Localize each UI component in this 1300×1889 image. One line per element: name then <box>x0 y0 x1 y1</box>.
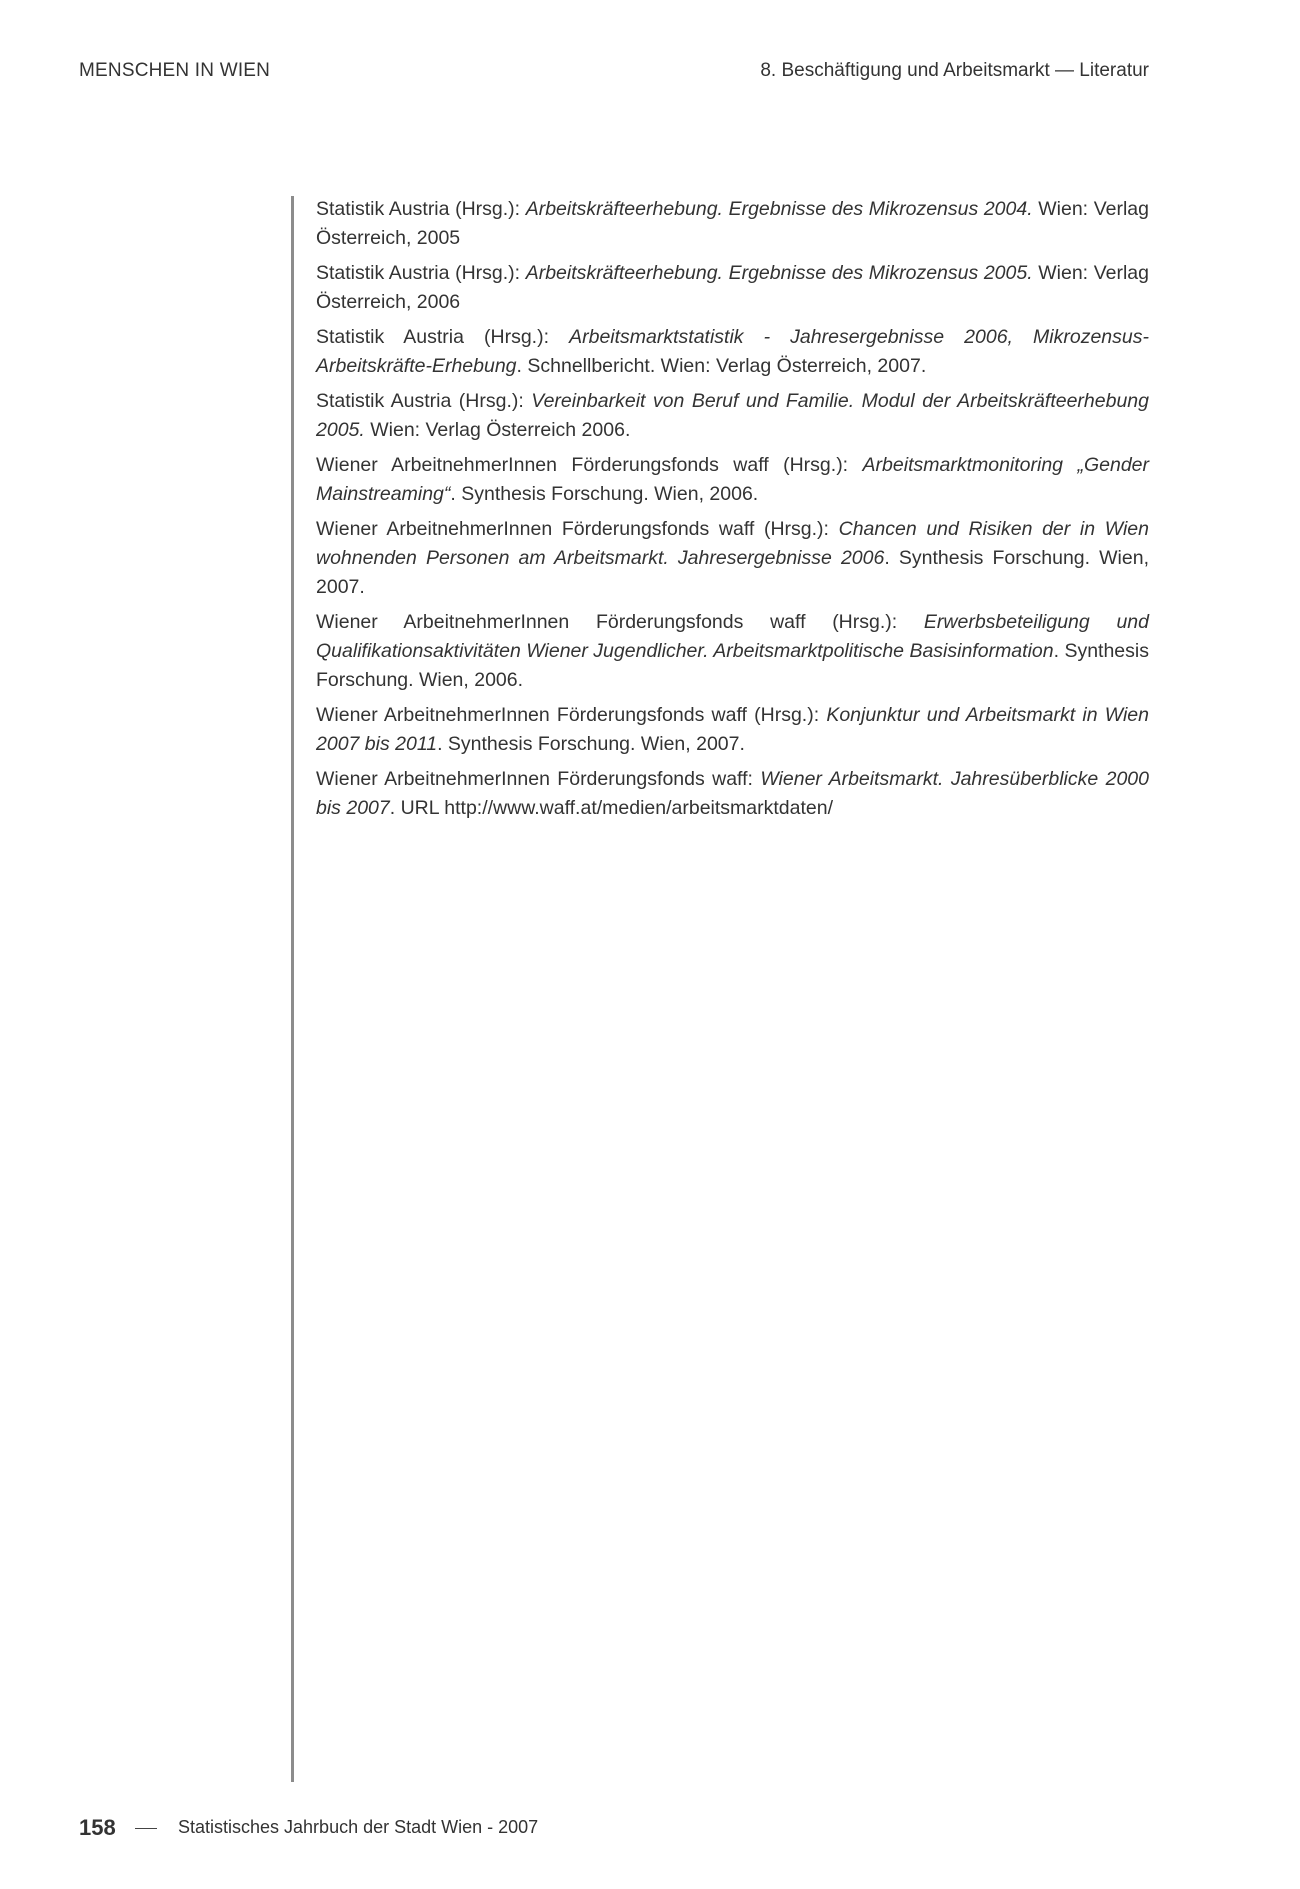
reference-authors: Statistik Austria (Hrsg.): <box>316 326 570 348</box>
reference-publisher: . URL http://www.waff.at/medien/arbeitsmarktdaten/ <box>389 797 834 819</box>
reference-title: Arbeitskräfteerhebung. Ergebnisse des Mikrozensus 2004. <box>525 198 1033 220</box>
reference-item <box>316 608 1149 695</box>
reference-item <box>316 765 1149 823</box>
reference-title: Arbeitskräfteerhebung. Ergebnisse des Mikrozensus 2005. <box>525 262 1033 284</box>
reference-item <box>316 323 1149 381</box>
reference-title: Wiener Arbeitsmarkt. Jahresüberblicke 2000 bis 2007 <box>316 768 1149 819</box>
reference-publisher: . Synthesis Forschung. Wien, 2007. <box>316 547 1149 598</box>
reference-publisher: . Synthesis Forschung. Wien, 2007. <box>437 733 745 755</box>
reference-item <box>316 195 1149 253</box>
reference-publisher: Wien: Verlag Österreich 2006. <box>364 419 631 441</box>
margin-rule <box>291 196 294 1782</box>
reference-title: Arbeitsmarktmonitoring „Gender Mainstreaming“ <box>316 454 1149 505</box>
reference-title: Chancen und Risiken der in Wien wohnenden Personen am Arbeitsmarkt. Jahresergebnisse 2006 <box>316 518 1149 569</box>
reference-authors: Wiener ArbeitnehmerInnen Förderungsfonds waff (Hrsg.): <box>316 704 827 726</box>
reference-publisher: . Synthesis Forschung. Wien, 2006. <box>316 640 1149 691</box>
reference-publisher: . Schnellbericht. Wien: Verlag Österreich, 2007. <box>516 355 927 377</box>
running-header-right: 8. Beschäftigung und Arbeitsmarkt — Literatur <box>760 60 1149 81</box>
reference-item <box>316 451 1149 509</box>
reference-item <box>316 387 1149 445</box>
reference-title: Arbeitsmarktstatistik - Jahresergebnisse 2006, Mikrozensus-Arbeitskräfte-Erhebung <box>316 326 1149 377</box>
reference-title: Konjunktur und Arbeitsmarkt in Wien 2007 bis 2011 <box>316 704 1149 755</box>
reference-item <box>316 701 1149 759</box>
page-number: 158 <box>79 1815 116 1840</box>
reference-publisher: . Synthesis Forschung. Wien, 2006. <box>450 483 759 505</box>
reference-authors: Statistik Austria (Hrsg.): <box>316 390 532 412</box>
reference-publisher: Wien: Verlag Österreich, 2006 <box>316 262 1149 313</box>
reference-publisher: Wien: Verlag Österreich, 2005 <box>316 198 1149 249</box>
reference-authors: Wiener ArbeitnehmerInnen Förderungsfonds waff (Hrsg.): <box>316 611 924 633</box>
reference-authors: Wiener ArbeitnehmerInnen Förderungsfonds waff (Hrsg.): <box>316 454 863 476</box>
reference-authors: Statistik Austria (Hrsg.): <box>316 198 526 220</box>
running-header-left: MENSCHEN IN WIEN <box>79 60 271 81</box>
reference-authors: Statistik Austria (Hrsg.): <box>316 262 526 284</box>
reference-list <box>316 195 1149 829</box>
reference-title: Vereinbarkeit von Beruf und Familie. Modul der Arbeitskräfteerhebung 2005. <box>316 390 1149 441</box>
reference-item <box>316 515 1149 602</box>
reference-authors: Wiener ArbeitnehmerInnen Förderungsfonds waff (Hrsg.): <box>316 518 839 540</box>
footer-separator <box>135 1828 157 1829</box>
reference-title: Erwerbsbeteiligung und Qualifikationsaktivitäten Wiener Jugendlicher. Arbeitsmarktpolitische Basisinformation <box>316 611 1149 662</box>
footer-publication-title: Statistisches Jahrbuch der Stadt Wien - 2007 <box>178 1817 539 1837</box>
reference-item <box>316 259 1149 317</box>
reference-authors: Wiener ArbeitnehmerInnen Förderungsfonds waff: <box>316 768 761 790</box>
